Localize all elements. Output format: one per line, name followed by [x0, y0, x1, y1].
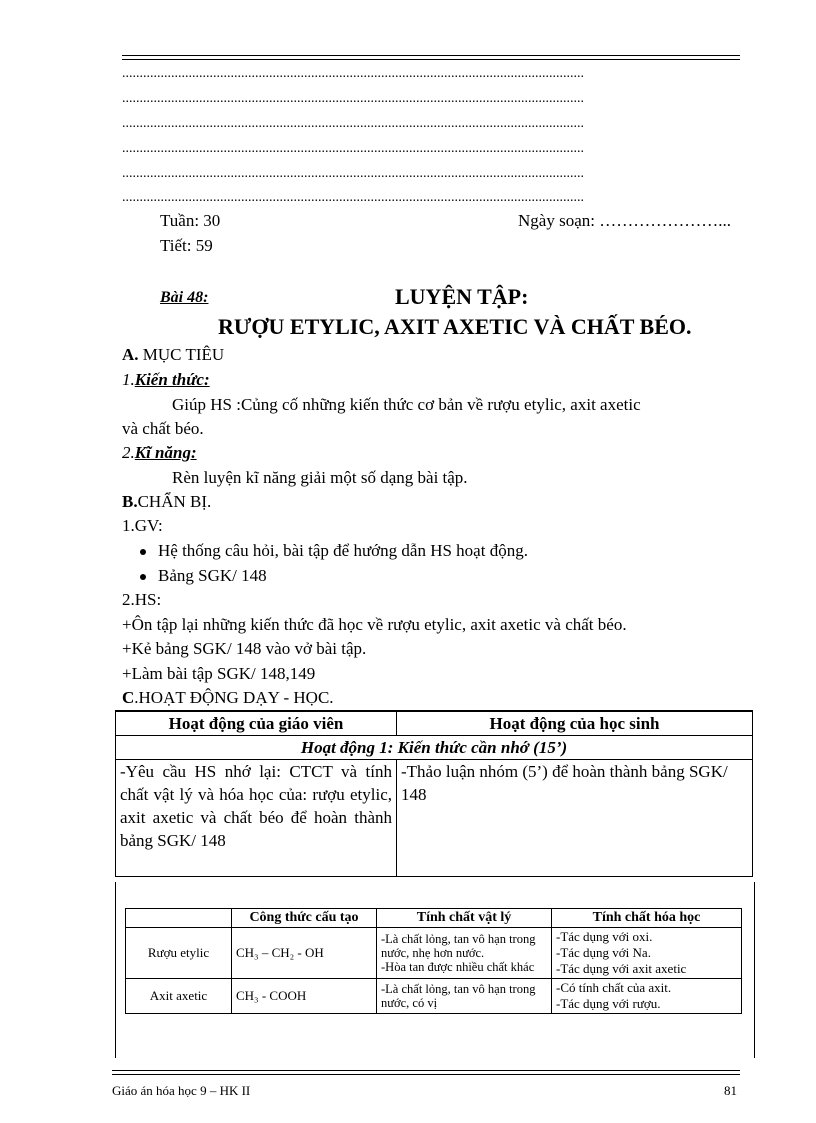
skill-title: Kĩ năng:: [134, 443, 197, 462]
student-prep-item: +Kẻ bảng SGK/ 148 vào vở bài tập.: [122, 639, 367, 658]
teacher-activity: -Yêu cầu HS nhớ lại: CTCT và tính chất vật lý và hóa học của: rượu etylic, axit axetic và chất béo để hoàn thành bảng SGK/ 148: [116, 760, 397, 877]
sgk-header-cell: Công thức cấu tạo: [232, 909, 377, 928]
lesson-title-1: LUYỆN TẬP:: [395, 284, 529, 309]
sgk-row: [126, 928, 742, 979]
knowledge-text-2: và chất béo.: [122, 419, 204, 438]
col-student-header: Hoạt động của học sinh: [397, 711, 753, 736]
section-b-letter: B.: [122, 492, 138, 511]
footer-title: Giáo án hóa học 9 – HK II: [112, 1083, 251, 1098]
structural-formula: CH₃ – CH₂ - OH: [232, 928, 377, 979]
section-b-title: CHẨN BỊ.: [137, 492, 212, 511]
dotted-line: ....................................................................................................................................: [122, 91, 584, 106]
skill-heading: [122, 443, 197, 463]
teacher-prep-item-text: Bảng SGK/ 148: [158, 566, 267, 585]
student-prep: 2.HS:: [122, 590, 162, 609]
week-label: Tuần: 30: [160, 211, 221, 230]
teacher-prep: 1.GV:: [122, 516, 163, 535]
structural-formula: CH₃ - COOH: [232, 979, 377, 1014]
substance-name: Rượu etylic: [126, 928, 232, 979]
student-prep-item: +Ôn tập lại những kiến thức đã học về rượu etylic, axit axetic và chất béo.: [122, 615, 627, 634]
bottom-double-rule: [112, 1070, 740, 1075]
activity-table: [115, 710, 753, 877]
knowledge-number: 1.: [122, 370, 135, 389]
section-c-title: .HOẠT ĐỘNG DẠY - HỌC.: [134, 688, 334, 707]
property-line: -Là chất lỏng, tan vô hạn trong nước, nhẹ hơn nước.: [381, 932, 536, 960]
property-line: -Tác dụng với rượu.: [556, 996, 661, 1011]
knowledge-heading: [122, 370, 210, 390]
section-c: [122, 688, 334, 708]
bullet-icon: [140, 549, 146, 555]
property-line: -Tác dụng với oxi.: [556, 929, 653, 944]
col-teacher-header: Hoạt động của giáo viên: [116, 711, 397, 736]
sgk-row: [126, 979, 742, 1014]
section-a-title: MỤC TIÊU: [138, 345, 225, 364]
student-prep-item: +Làm bài tập SGK/ 148,149: [122, 664, 316, 683]
page-number: 81: [724, 1083, 737, 1098]
teacher-prep-item: [140, 566, 267, 586]
property-line: -Tác dụng với axit axetic: [556, 961, 687, 976]
teacher-prep-item-text: Hệ thống câu hỏi, bài tập để hướng dẫn HS hoạt động.: [158, 541, 528, 560]
property-line: -Hòa tan được nhiều chất khác: [381, 960, 535, 974]
sgk-header-cell: Tính chất vật lý: [377, 909, 552, 928]
chemical-properties: [552, 979, 742, 1014]
chemical-properties: [552, 928, 742, 979]
sgk-header-cell: Tính chất hóa học: [552, 909, 742, 928]
knowledge-text-1: Giúp HS :Củng cố những kiến thức cơ bản về rượu etylic, axit axetic: [172, 395, 641, 414]
activity-row: [116, 760, 753, 877]
top-double-rule: [122, 55, 740, 60]
property-line: -Tác dụng với Na.: [556, 945, 651, 960]
skill-text: Rèn luyện kĩ năng giải một số dạng bài tập.: [172, 468, 468, 487]
dotted-line: ....................................................................................................................................: [122, 66, 584, 81]
activity-table-header: [116, 711, 753, 736]
section-a-letter: A.: [122, 345, 139, 364]
skill-number: 2.: [122, 443, 135, 462]
bullet-icon: [140, 574, 146, 580]
substance-name: Axit axetic: [126, 979, 232, 1014]
section-a: [122, 345, 224, 365]
activity-1-title: Hoạt động 1: Kiến thức cần nhớ (15’): [116, 736, 753, 760]
property-line: -Là chất lỏng, tan vô hạn trong nước, có vị: [381, 982, 536, 1010]
student-activity: -Thảo luận nhóm (5’) để hoàn thành bảng SGK/ 148: [397, 760, 753, 877]
period-label: Tiết: 59: [160, 236, 213, 255]
lesson-title-2: RƯỢU ETYLIC, AXIT AXETIC VÀ CHẤT BÉO.: [218, 314, 692, 339]
knowledge-title: Kiến thức:: [134, 370, 210, 389]
section-b: [122, 492, 211, 512]
teacher-prep-item: [140, 541, 528, 561]
physical-properties: [377, 979, 552, 1014]
section-c-letter: C: [122, 688, 135, 707]
property-line: -Có tính chất của axit.: [556, 980, 672, 995]
dotted-line: ....................................................................................................................................: [122, 141, 584, 156]
sgk-header-cell: [126, 909, 232, 928]
activity-heading-row: [116, 736, 753, 760]
dotted-line: ....................................................................................................................................: [122, 166, 584, 181]
lesson-number: Bài 48:: [160, 289, 209, 306]
sgk-header-row: [126, 909, 742, 928]
physical-properties: [377, 928, 552, 979]
sgk-table: [125, 908, 742, 1014]
dotted-line: ....................................................................................................................................: [122, 116, 584, 131]
dotted-line: ....................................................................................................................................: [122, 190, 584, 205]
prep-date: Ngày soạn: …………………...: [518, 211, 731, 230]
